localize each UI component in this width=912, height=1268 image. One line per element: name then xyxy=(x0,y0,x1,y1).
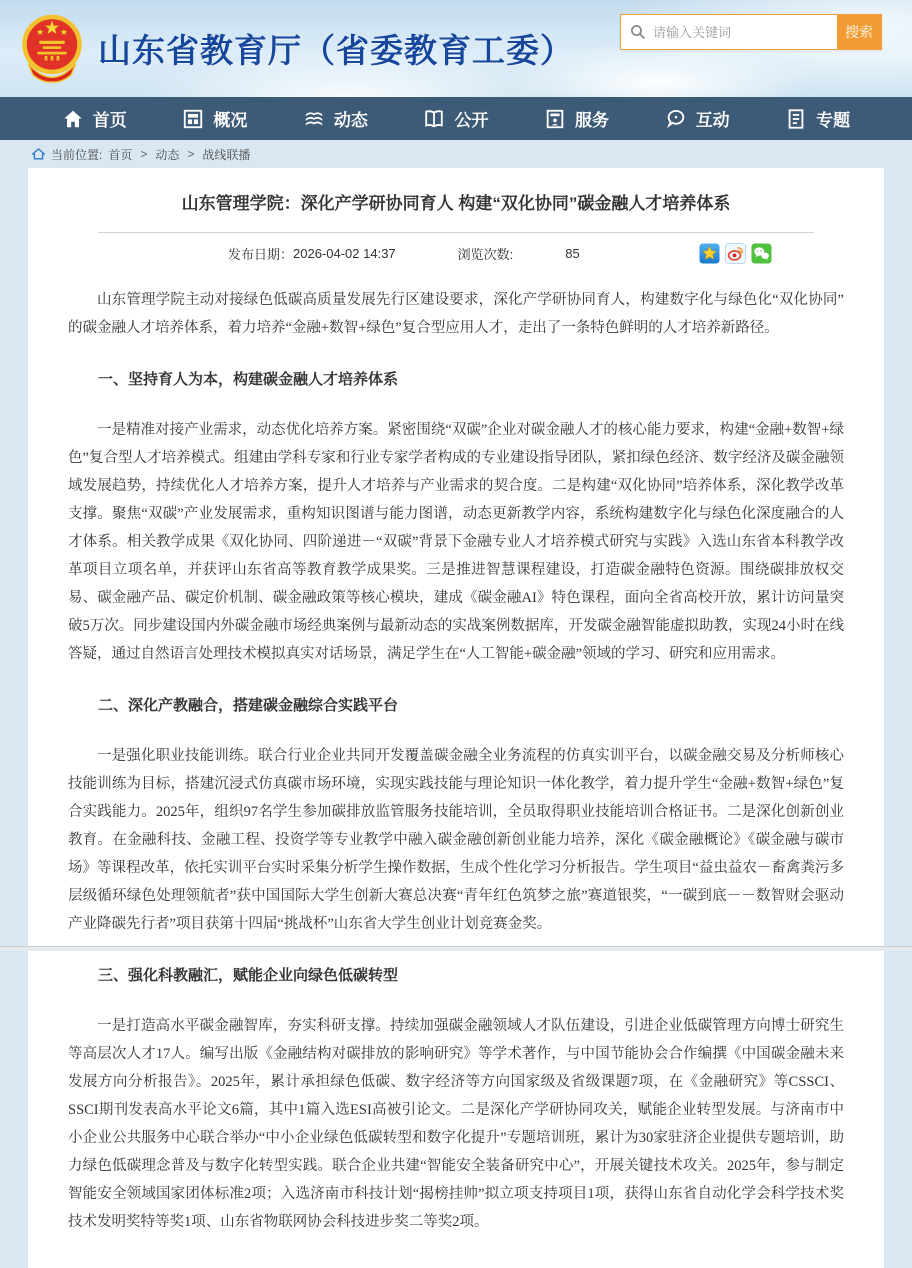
breadcrumb-prefix: 当前位置: xyxy=(51,147,103,162)
article-title: 山东管理学院：深化产学研协同育人 构建“双化协同”碳金融人才培养体系 xyxy=(181,194,731,213)
open-book-icon xyxy=(423,108,445,130)
nav-label: 服务 xyxy=(575,111,610,130)
section-heading-2: 二、深化产教融合，搭建碳金融综合实践平台 xyxy=(98,697,399,714)
service-icon xyxy=(544,108,566,130)
breadcrumb-separator: > xyxy=(187,147,195,161)
breadcrumb-separator: > xyxy=(140,147,148,161)
article-body xyxy=(28,266,884,1248)
breadcrumb-home-icon xyxy=(32,148,45,160)
share-buttons xyxy=(699,243,772,264)
qzone-icon[interactable] xyxy=(699,243,720,264)
main-nav xyxy=(0,97,912,140)
nav-item-topics[interactable] xyxy=(785,106,850,131)
nav-item-overview[interactable] xyxy=(182,106,247,131)
publish-date-label: 发布日期： xyxy=(228,247,294,262)
section-heading-1: 一、坚持育人为本，构建碳金融人才培养体系 xyxy=(98,371,399,388)
chat-icon xyxy=(665,108,687,130)
paragraph: 山东管理学院主动对接绿色低碳高质量发展先行区建设要求，深化产学研协同育人，构建数字化与绿色化“双化协同”的碳金融人才培养体系，着力培养“金融+数智+绿色”复合型应用人才，走出了一条特色鲜明的人才培养新路径。 xyxy=(68,292,844,336)
breadcrumb xyxy=(0,140,912,168)
nav-label: 首页 xyxy=(92,111,127,130)
breadcrumb-item-news[interactable]: 动态 xyxy=(155,147,180,162)
views-label: 浏览次数: xyxy=(457,247,514,262)
paragraph: 一是强化职业技能训练。联合行业企业共同开发覆盖碳金融全业务流程的仿真实训平台，以碳金融交易及分析师核心技能训练为目标，搭建沉浸式仿真碳市场环境，实现实践技能与理论知识一体化教学，着力提升学生“金融+数智+绿色”复合实践能力。2025年，组织97名学生参加碳排放监管服务技能培训，全员取得职业技能培训合格证书。二是深化创新创业教育。在金融科技、金融工程、投资学等专业教学中融入碳金融创新创业能力培养，深化《碳金融概论》《碳金融与碳市场》等课程改革，依托实训平台实时采集分析学生操作数据，生成个性化学习分析报告。学生项目“益虫益农－畜禽粪污多层级循环绿色处理领航者”获中国国际大学生创新大赛总决赛“青年红色筑梦之旅”赛道银奖，“一碳到底－－数智财会驱动产业降碳先行者”项目获第十四届“挑战杯”山东省大学生创业计划竞赛金奖。 xyxy=(68,748,844,932)
nav-label: 动态 xyxy=(333,111,368,130)
section-heading-3: 三、强化科教融汇，赋能企业向绿色低碳转型 xyxy=(98,967,399,984)
topics-icon xyxy=(785,108,807,130)
nav-label: 公开 xyxy=(454,111,489,130)
bottom-divider xyxy=(0,946,912,951)
wechat-icon[interactable] xyxy=(751,243,772,264)
article-card xyxy=(28,168,884,1268)
breadcrumb-item-frontline[interactable]: 战线联播 xyxy=(202,147,251,162)
search-bar xyxy=(620,14,882,50)
news-icon xyxy=(303,108,325,130)
nav-item-home[interactable] xyxy=(62,106,127,131)
nav-item-news[interactable] xyxy=(303,106,368,131)
home-icon xyxy=(62,108,84,130)
nav-item-service[interactable] xyxy=(544,106,609,131)
national-emblem-logo xyxy=(20,13,84,85)
site-header xyxy=(0,0,912,97)
nav-item-interaction[interactable] xyxy=(665,106,730,131)
publish-date-value: 2026-04-02 14:37 xyxy=(293,246,396,261)
search-input[interactable] xyxy=(646,15,837,49)
search-icon xyxy=(630,24,646,40)
nav-label: 互动 xyxy=(695,111,730,130)
search-button[interactable]: 搜索 xyxy=(837,15,881,49)
breadcrumb-item-home[interactable]: 首页 xyxy=(108,147,133,162)
nav-label: 专题 xyxy=(816,111,851,130)
paragraph: 一是精准对接产业需求，动态优化培养方案。紧密围绕“双碳”企业对碳金融人才的核心能力要求，构建“金融+数智+绿色”复合型人才培养模式。组建由学科专家和行业专家学者构成的专业建设指导团队，紧扣绿色经济、数字经济及碳金融领域发展趋势，持续优化人才培养方案，提升人才培养与产业需求的契合度。二是构建“双化协同”培养体系，深化教学改革支撑。聚焦“双碳”产业发展需求，重构知识图谱与能力图谱，动态更新教学内容，系统构建数字化与绿色化深度融合的人才体系。相关教学成果《双化协同、四阶递进－“双碳”背景下金融专业人才培养模式研究与实践》入选山东省本科教学改革项目立项名单，并获评山东省高等教育教学成果奖。三是推进智慧课程建设，打造碳金融特色资源。围绕碳排放权交易、碳金融产品、碳定价机制、碳金融政策等核心模块，建成《碳金融AI》特色课程，面向全省高校开放，累计访问量突破5万次。同步建设国内外碳金融市场经典案例与最新动态的实战案例数据库，开发碳金融智能虚拟助教，实现24小时在线答疑，通过自然语言处理技术模拟真实对话场景，满足学生在“人工智能+碳金融”领域的学习、研究和应用需求。 xyxy=(68,422,844,662)
nav-item-open[interactable] xyxy=(423,106,488,131)
article-meta xyxy=(28,233,884,266)
nav-label: 概况 xyxy=(213,111,248,130)
views-count: 85 xyxy=(565,246,580,261)
site-title: 山东省教育厅（省委教育工委） xyxy=(98,32,574,69)
overview-icon xyxy=(182,108,204,130)
paragraph: 一是打造高水平碳金融智库，夯实科研支撑。持续加强碳金融领域人才队伍建设，引进企业低碳管理方向博士研究生等高层次人才17人。编写出版《金融结构对碳排放的影响研究》等学术著作，与中国节能协会合作编撰《中国碳金融未来发展方向分析报告》。2025年，累计承担绿色低碳、数字经济等方向国家级及省级课题7项，在《金融研究》等CSSCI、SSCI期刊发表高水平论文6篇，其中1篇入选ESI高被引论文。二是深化产学研协同攻关，赋能企业转型发展。与济南市中小企业公共服务中心联合举办“中小企业绿色低碳转型和数字化提升”专题培训班，累计为30家驻济企业提供专题培训，助力绿色低碳理念普及与数字化转型实践。联合企业共建“智能安全装备研究中心”，开展关键技术攻关。2025年，参与制定智能安全领域国家团体标准2项；入选济南市科技计划“揭榜挂帅”拟立项支持项目1项，获得山东省自动化学会科学技术奖技术发明奖特等奖1项、山东省物联网协会科技进步奖二等奖2项。 xyxy=(68,1018,844,1230)
weibo-icon[interactable] xyxy=(725,243,746,264)
